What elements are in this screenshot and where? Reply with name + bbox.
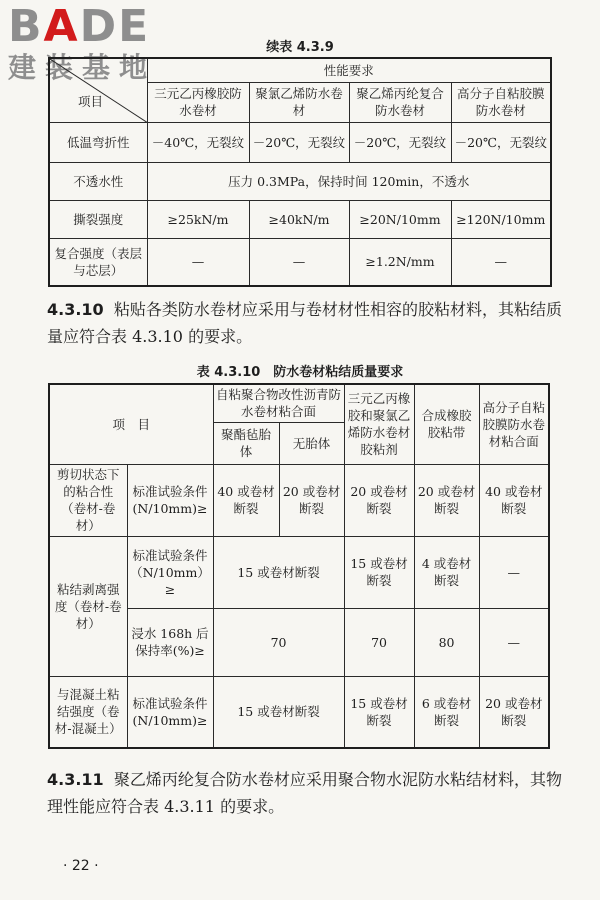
table-row — [49, 238, 551, 286]
table-cell: 20 或卷材断裂 — [414, 464, 479, 536]
paragraph-4-3-11 — [47, 766, 562, 820]
table-4310-rubber-tape-header: 合成橡胶胶粘带 — [414, 384, 479, 464]
clause-text: 聚乙烯丙纶复合防水卷材应采用聚合物水泥防水粘结材料，其物理性能应符合表 4.3.11 的要求。 — [47, 770, 562, 816]
clause-text: 粘贴各类防水卷材应采用与卷材材性相容的胶粘材料，其粘结质量应符合表 4.3.10 的要求。 — [47, 300, 562, 346]
table-cell: 20 或卷材断裂 — [279, 464, 344, 536]
table-cell: 15 或卷材断裂 — [213, 536, 344, 608]
table-cell: 20 或卷材断裂 — [344, 464, 414, 536]
table-cell: — — [147, 238, 249, 286]
table-cell: ≥25kN/m — [147, 200, 249, 238]
row-label: 复合强度（表层与芯层） — [49, 238, 147, 286]
table-cell: 6 或卷材断裂 — [414, 676, 479, 748]
table-cell: 15 或卷材断裂 — [344, 536, 414, 608]
table-cell-merged: 压力 0.3MPa，保持时间 120min，不透水 — [147, 162, 551, 200]
paragraph-4-3-10 — [47, 296, 562, 350]
table-cell: ≥20N/10mm — [349, 200, 451, 238]
table-cell: ≥120N/10mm — [451, 200, 551, 238]
table-439-col-header: 高分子自粘胶膜防水卷材 — [451, 82, 551, 122]
row-label: 粘结剥离强度（卷材-卷材） — [49, 536, 127, 676]
row-condition: 浸水 168h 后保持率(%)≥ — [127, 608, 213, 676]
table-4310-title: 表 4.3.10 防水卷材粘结质量要求 — [196, 365, 404, 380]
table-cell: －20℃，无裂纹 — [451, 122, 551, 162]
row-label: 不透水性 — [49, 162, 147, 200]
table-cell: — — [451, 238, 551, 286]
row-condition: 标准试验条件（N/10mm）≥ — [127, 536, 213, 608]
table-4310-nobase-header: 无胎体 — [279, 422, 344, 464]
table-row — [49, 464, 549, 536]
table-row — [49, 536, 549, 608]
table-cell: 40 或卷材断裂 — [213, 464, 279, 536]
table-cell: ≥1.2N/mm — [349, 238, 451, 286]
table-4310-asphalt-group: 自粘聚合物改性沥青防水卷材粘合面 — [213, 384, 344, 422]
table-439-col-group: 性能要求 — [147, 58, 551, 82]
table-4310-felt-header: 聚酯毡胎体 — [213, 422, 279, 464]
table-cell: 15 或卷材断裂 — [213, 676, 344, 748]
table-439-row-header: 项目 — [78, 94, 104, 109]
logo-subtitle: 建装基地 — [8, 51, 157, 84]
diagonal-line — [50, 59, 148, 123]
table-cell: 80 — [414, 608, 479, 676]
table-439-col-header: 三元乙丙橡胶防水卷材 — [147, 82, 249, 122]
table-cell: 4 或卷材断裂 — [414, 536, 479, 608]
table-439-title: 续表 4.3.9 — [266, 40, 334, 55]
table-cell: — — [249, 238, 349, 286]
table-cell: 40 或卷材断裂 — [479, 464, 549, 536]
table-cell: 20 或卷材断裂 — [479, 676, 549, 748]
row-label: 低温弯折性 — [49, 122, 147, 162]
table-cell: 70 — [213, 608, 344, 676]
row-label: 与混凝土粘结强度（卷材-混凝土） — [49, 676, 127, 748]
table-row — [49, 162, 551, 200]
table-439-col-header: 聚氯乙烯防水卷材 — [249, 82, 349, 122]
table-row — [49, 676, 549, 748]
table-439 — [48, 57, 552, 287]
table-4310 — [48, 383, 550, 749]
row-label: 撕裂强度 — [49, 200, 147, 238]
table-row — [49, 122, 551, 162]
table-cell: －20℃，无裂纹 — [249, 122, 349, 162]
table-cell: －40℃，无裂纹 — [147, 122, 249, 162]
table-4310-epdm-header: 三元乙丙橡胶和聚氯乙烯防水卷材胶粘剂 — [344, 384, 414, 464]
table-row — [49, 200, 551, 238]
page-number: · 22 · — [63, 858, 99, 874]
row-condition: 标准试验条件(N/10mm)≥ — [127, 464, 213, 536]
table-4310-polymer-header: 高分子自粘胶膜防水卷材粘合面 — [479, 384, 549, 464]
table-cell: －20℃，无裂纹 — [349, 122, 451, 162]
row-condition: 标准试验条件(N/10mm)≥ — [127, 676, 213, 748]
table-cell: — — [479, 608, 549, 676]
logo-wordmark: BADE — [8, 1, 151, 52]
table-4310-item-header: 项 目 — [49, 384, 213, 464]
clause-number: 4.3.10 — [47, 300, 104, 319]
table-439-col-header: 聚乙烯丙纶复合防水卷材 — [349, 82, 451, 122]
table-cell: — — [479, 536, 549, 608]
table-cell: 15 或卷材断裂 — [344, 676, 414, 748]
clause-number: 4.3.11 — [47, 770, 104, 789]
table-cell: 70 — [344, 608, 414, 676]
row-label: 剪切状态下的粘合性（卷材-卷材） — [49, 464, 127, 536]
table-cell: ≥40kN/m — [249, 200, 349, 238]
table-439-corner-cell — [49, 58, 147, 122]
